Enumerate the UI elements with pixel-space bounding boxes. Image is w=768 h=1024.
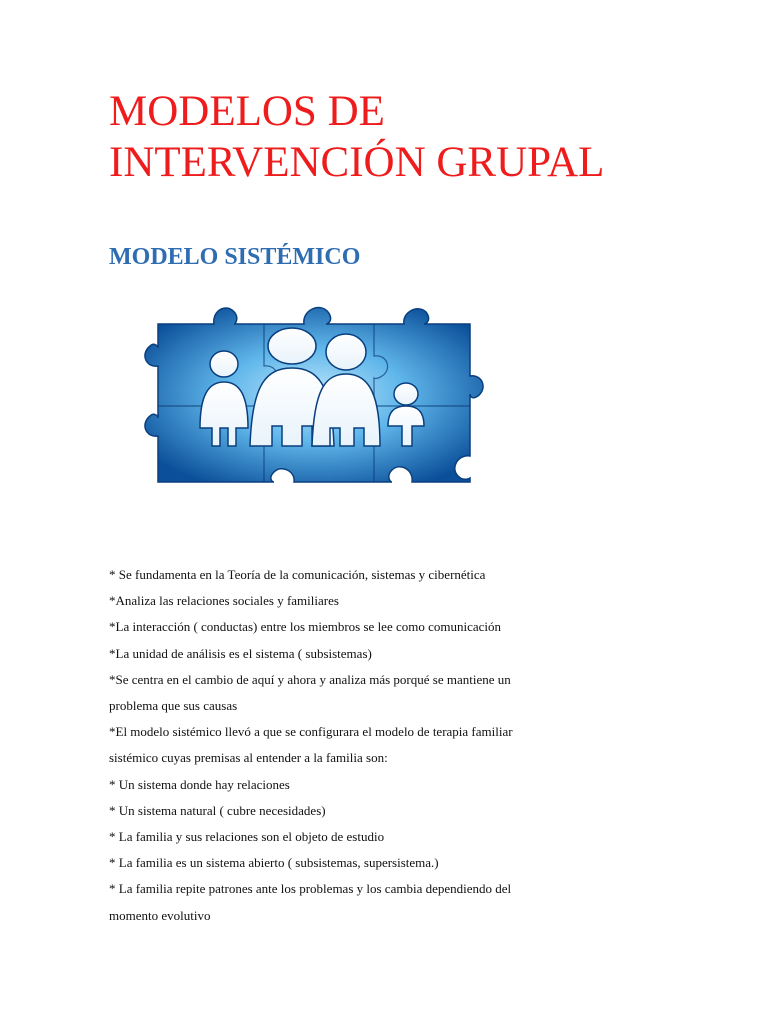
text-line: *La interacción ( conductas) entre los miembros se lee como comunicación [109, 619, 502, 635]
body-text [109, 562, 689, 929]
text-line: *Analiza las relaciones sociales y familiares [109, 593, 339, 609]
section-heading: MODELO SISTÉMICO [109, 244, 361, 270]
text-line: * Se fundamenta en la Teoría de la comunicación, sistemas y cibernética [109, 567, 486, 582]
text-line: * Un sistema donde hay relaciones [109, 776, 290, 792]
text-line: *El modelo sistémico llevó a que se configurara el modelo de terapia familiar [109, 724, 513, 740]
text-line: * La familia repite patrones ante los problemas y los cambia dependiendo del [109, 881, 512, 897]
family-puzzle-icon [144, 296, 484, 488]
title-line-2: INTERVENCIÓN GRUPAL [109, 139, 605, 186]
text-line: *Se centra en el cambio de aquí y ahora y analiza más porqué se mantiene un [109, 671, 511, 687]
text-line: * La familia y sus relaciones son el objeto de estudio [109, 829, 385, 845]
text-line: sistémico cuyas premisas al entender a la familia son: [109, 750, 388, 766]
text-line: problema que sus causas [109, 698, 238, 714]
title-line-1: MODELOS DE [109, 88, 385, 135]
text-line: *La unidad de análisis es el sistema ( subsistemas) [109, 645, 372, 661]
text-line: momento evolutivo [109, 907, 211, 923]
text-line: * Un sistema natural ( cubre necesidades) [109, 802, 326, 818]
page-title [109, 86, 729, 188]
text-line: * La familia es un sistema abierto ( subsistemas, supersistema.) [109, 855, 439, 871]
